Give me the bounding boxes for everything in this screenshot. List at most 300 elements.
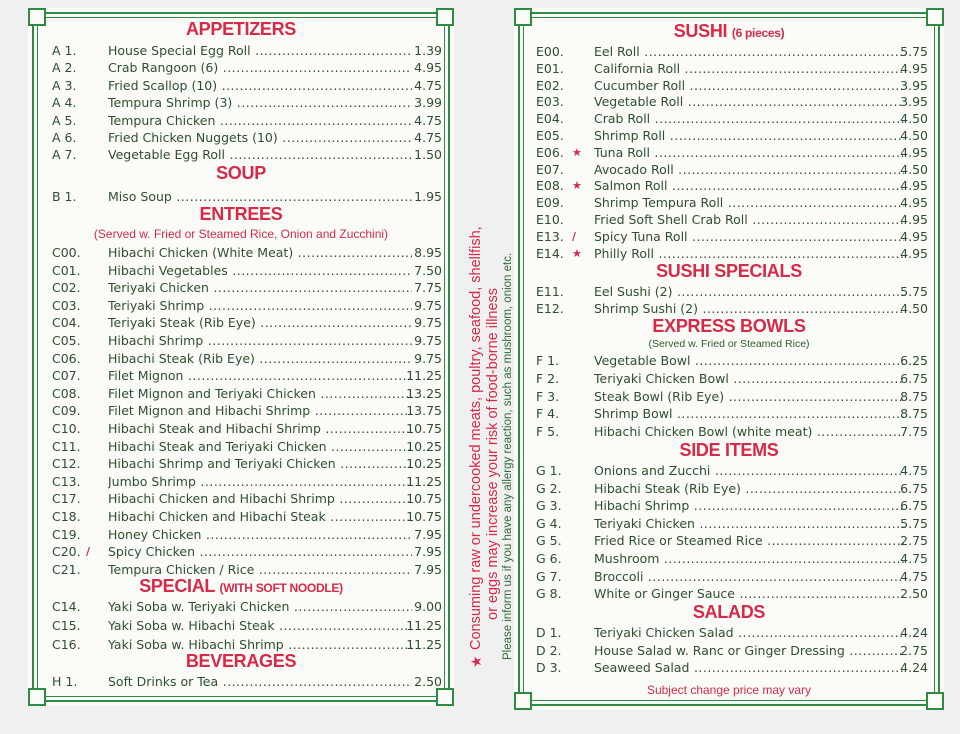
item-name-text: Hibachi Steak and Hibachi Shrimp bbox=[108, 421, 321, 436]
item-name bbox=[108, 350, 412, 367]
corner-ornament bbox=[28, 688, 46, 706]
menu-item-row bbox=[536, 568, 928, 585]
item-price: 4.75 bbox=[414, 112, 442, 128]
item-name bbox=[108, 402, 412, 419]
item-name-text: Yaki Soba w. Hibachi Shrimp bbox=[108, 637, 284, 652]
menu-item-row bbox=[536, 245, 928, 262]
menu-item-row bbox=[536, 388, 928, 405]
item-name bbox=[108, 59, 412, 76]
menu-item-row bbox=[536, 228, 928, 245]
item-price: 3.95 bbox=[900, 94, 928, 110]
item-name bbox=[594, 659, 904, 676]
entrees-subtitle: (Served w. Fried or Steamed Rice, Onion and Zucchini) bbox=[93, 227, 389, 241]
item-name-text: Mushroom bbox=[594, 551, 660, 566]
item-code: C01. bbox=[52, 262, 81, 278]
item-name-text: Teriyaki Chicken Salad bbox=[594, 625, 734, 640]
item-name bbox=[594, 550, 904, 567]
item-name-text: Tempura Chicken bbox=[108, 112, 216, 128]
item-name bbox=[108, 146, 412, 163]
menu-item-row bbox=[52, 244, 442, 261]
menu-item-row bbox=[536, 659, 928, 676]
item-name-text: Fried Rice or Steamed Rice bbox=[594, 533, 763, 549]
item-name-text: Broccoli bbox=[594, 568, 644, 584]
item-code: E00. bbox=[536, 44, 564, 59]
item-price: 2.75 bbox=[900, 642, 928, 658]
item-price: 1.39 bbox=[414, 43, 442, 58]
item-name-text: Vegetable Roll bbox=[594, 94, 684, 110]
item-price: 4.75 bbox=[414, 130, 442, 145]
menu-item-row bbox=[536, 642, 928, 659]
menu-item-row bbox=[52, 262, 442, 279]
left-menu-panel bbox=[28, 8, 454, 706]
menu-item-row bbox=[536, 127, 928, 144]
notice-star-icon: ★ bbox=[468, 655, 484, 668]
item-price: 7.95 bbox=[414, 544, 442, 560]
item-code: H 1. bbox=[52, 674, 78, 689]
item-name bbox=[594, 110, 904, 127]
item-code: A 6. bbox=[52, 130, 77, 145]
item-code: C11. bbox=[52, 438, 81, 454]
item-code: C12. bbox=[52, 456, 81, 472]
menu-item-row bbox=[52, 297, 442, 314]
item-price: 10.25 bbox=[406, 456, 442, 472]
menu-item-row bbox=[536, 60, 928, 77]
item-name bbox=[594, 423, 904, 440]
item-name bbox=[108, 42, 412, 59]
item-code: A 1. bbox=[52, 43, 77, 58]
item-code: E06. bbox=[536, 144, 564, 160]
item-name-text: Filet Mignon bbox=[108, 368, 184, 384]
item-name bbox=[108, 508, 412, 525]
item-name bbox=[594, 177, 904, 194]
item-name-text: Tempura Shrimp (3) bbox=[108, 95, 233, 111]
item-name-text: Teriyaki Chicken bbox=[108, 280, 209, 296]
item-name bbox=[108, 438, 412, 455]
item-price: 13.75 bbox=[406, 403, 442, 419]
menu-item-row bbox=[536, 161, 928, 178]
item-code: E08. bbox=[536, 178, 564, 194]
item-code: D 2. bbox=[536, 642, 562, 658]
item-code: F 1. bbox=[536, 353, 560, 368]
menu-item-row bbox=[536, 515, 928, 532]
menu-item-row bbox=[52, 332, 442, 349]
special-note: (WITH SOFT NOODLE) bbox=[219, 581, 343, 595]
item-name-text: Teriyaki Chicken bbox=[594, 515, 695, 531]
item-price: 7.75 bbox=[414, 280, 442, 296]
menu-item-row bbox=[52, 543, 442, 560]
item-price: 4.50 bbox=[900, 128, 928, 143]
item-price: 10.75 bbox=[406, 491, 442, 507]
menu-item-row bbox=[52, 129, 442, 146]
menu-item-row bbox=[536, 93, 928, 110]
appetizers-heading: APPETIZERS bbox=[185, 19, 297, 39]
item-name bbox=[108, 279, 412, 296]
sushi-note: (6 pieces) bbox=[731, 26, 785, 40]
item-name-text: Yaki Soba w. Teriyaki Chicken bbox=[108, 599, 290, 614]
menu-item-row bbox=[536, 43, 928, 60]
item-name bbox=[594, 497, 904, 514]
item-name bbox=[108, 314, 412, 331]
item-code: G 1. bbox=[536, 463, 562, 478]
item-price: 5.75 bbox=[900, 284, 928, 299]
item-code: F 2. bbox=[536, 370, 560, 386]
item-price: 8.95 bbox=[414, 245, 442, 260]
item-name bbox=[108, 188, 412, 205]
item-name-text: Shrimp Tempura Roll bbox=[594, 195, 724, 211]
hot-pepper-icon: ∕ bbox=[86, 545, 91, 559]
menu-item-row bbox=[52, 314, 442, 331]
menu-item-row bbox=[536, 405, 928, 422]
item-price: 4.24 bbox=[900, 660, 928, 676]
menu-item-row bbox=[52, 526, 442, 543]
item-price: 4.95 bbox=[414, 60, 442, 76]
item-code: C09. bbox=[52, 403, 81, 419]
item-code: E02. bbox=[536, 77, 564, 93]
item-name bbox=[108, 526, 412, 543]
item-name bbox=[594, 642, 904, 659]
item-code: A 7. bbox=[52, 147, 77, 163]
menu-item-row bbox=[536, 110, 928, 127]
item-name bbox=[594, 515, 904, 532]
item-name bbox=[594, 480, 904, 497]
item-name bbox=[594, 352, 904, 369]
item-price: 4.95 bbox=[900, 60, 928, 76]
right-menu-panel bbox=[514, 8, 944, 710]
beverages-heading: BEVERAGES bbox=[185, 651, 297, 671]
item-price: 11.25 bbox=[406, 473, 442, 489]
item-name-text: Tuna Roll bbox=[594, 144, 650, 160]
item-price: 2.50 bbox=[900, 586, 928, 602]
item-name-text: Steak Bowl (Rib Eye) bbox=[594, 388, 725, 404]
menu-item-row bbox=[52, 77, 442, 94]
item-name-text: Avocado Roll bbox=[594, 161, 674, 177]
item-name-text: Shrimp Roll bbox=[594, 128, 666, 143]
item-price: 7.95 bbox=[414, 526, 442, 542]
item-code: E03. bbox=[536, 94, 564, 110]
item-code: C02. bbox=[52, 280, 81, 296]
item-code: C00. bbox=[52, 245, 81, 260]
item-name bbox=[594, 245, 904, 262]
item-name bbox=[108, 112, 412, 129]
menu-item-row bbox=[536, 370, 928, 387]
item-code: G 2. bbox=[536, 480, 562, 496]
item-name bbox=[108, 420, 412, 437]
item-name-text: Soft Drinks or Tea bbox=[108, 674, 219, 689]
menu-item-row bbox=[536, 77, 928, 94]
menu-item-row bbox=[52, 42, 442, 59]
price-disclaimer: Subject change price may vary bbox=[646, 683, 812, 697]
item-price: 4.75 bbox=[900, 568, 928, 584]
item-name-text: Hibachi Chicken (White Meat) bbox=[108, 245, 294, 260]
item-name bbox=[108, 385, 412, 402]
item-name-text: Hibachi Chicken and Hibachi Steak bbox=[108, 509, 326, 524]
item-price: 9.75 bbox=[414, 350, 442, 366]
item-code: C19. bbox=[52, 526, 81, 542]
notice-line-3: Please inform us if you have any allergy reaction, such as mushroom, onion etc. bbox=[502, 252, 514, 660]
item-price: 7.75 bbox=[900, 424, 928, 440]
item-code: C05. bbox=[52, 333, 81, 348]
soup-heading: SOUP bbox=[216, 163, 266, 183]
item-name bbox=[108, 94, 412, 111]
menu-item-row bbox=[52, 438, 442, 455]
item-name-text: Fried Scallop (10) bbox=[108, 77, 218, 93]
item-name-text: Teriyaki Steak (Rib Eye) bbox=[108, 315, 256, 331]
item-name bbox=[108, 129, 412, 146]
item-price: 10.25 bbox=[406, 438, 442, 454]
item-name-text: Hibachi Steak (Rib Eye) bbox=[108, 350, 255, 366]
item-code: B 1. bbox=[52, 189, 77, 204]
item-name bbox=[594, 532, 904, 549]
side-items-heading: SIDE ITEMS bbox=[679, 440, 779, 460]
item-code: F 3. bbox=[536, 388, 560, 404]
item-code: F 4. bbox=[536, 406, 560, 422]
menu-item-row bbox=[536, 211, 928, 228]
corner-ornament bbox=[436, 688, 454, 706]
menu-item-row bbox=[52, 385, 442, 402]
item-name bbox=[594, 211, 904, 228]
item-code: G 6. bbox=[536, 551, 562, 566]
item-code: D 3. bbox=[536, 660, 562, 676]
special-title: SPECIAL bbox=[139, 576, 215, 596]
menu-item-row bbox=[52, 490, 442, 507]
item-name-text: Fried Soft Shell Crab Roll bbox=[594, 212, 748, 227]
item-price: 6.75 bbox=[900, 370, 928, 386]
item-price: 4.75 bbox=[414, 77, 442, 93]
menu-item-row bbox=[52, 350, 442, 367]
item-name bbox=[594, 60, 904, 77]
item-price: 4.95 bbox=[900, 178, 928, 194]
item-name-text: Crab Roll bbox=[594, 111, 651, 127]
item-name-text: Vegetable Egg Roll bbox=[108, 147, 225, 163]
menu-item-row bbox=[52, 279, 442, 296]
item-price: 8.75 bbox=[900, 388, 928, 404]
item-name-text: Vegetable Bowl bbox=[594, 353, 691, 368]
item-price: 6.75 bbox=[900, 480, 928, 496]
item-price: 4.95 bbox=[900, 245, 928, 261]
item-price: 9.75 bbox=[414, 315, 442, 331]
item-code: C08. bbox=[52, 385, 81, 401]
item-price: 4.75 bbox=[900, 463, 928, 478]
item-name-text: Hibachi Shrimp bbox=[108, 333, 204, 348]
item-name bbox=[594, 93, 904, 110]
express-bowls-heading: EXPRESS BOWLS bbox=[652, 316, 806, 336]
menu-item-row bbox=[536, 532, 928, 549]
menu-item-row bbox=[52, 420, 442, 437]
menu-item-row bbox=[536, 462, 928, 479]
item-name-text: House Salad w. Ranc or Ginger Dressing bbox=[594, 642, 845, 658]
item-name bbox=[594, 144, 904, 161]
item-code: D 1. bbox=[536, 625, 562, 640]
menu-item-row bbox=[52, 473, 442, 490]
item-name-text: Hibachi Vegetables bbox=[108, 262, 228, 278]
item-price: 5.75 bbox=[900, 44, 928, 59]
item-code: G 8. bbox=[536, 586, 562, 602]
menu-item-row bbox=[536, 352, 928, 369]
item-name-text: Eel Sushi (2) bbox=[594, 284, 673, 299]
entrees-heading: ENTREES bbox=[199, 204, 283, 224]
item-price: 4.95 bbox=[900, 212, 928, 227]
item-price: 9.00 bbox=[414, 599, 442, 614]
item-name-text: Miso Soup bbox=[108, 189, 172, 204]
item-code: A 2. bbox=[52, 60, 77, 76]
item-code: E04. bbox=[536, 111, 564, 127]
item-code: E14. bbox=[536, 245, 564, 261]
item-code: A 5. bbox=[52, 112, 77, 128]
star-icon: ★ bbox=[572, 145, 582, 159]
item-price: 1.50 bbox=[414, 147, 442, 163]
item-name-text: Jumbo Shrimp bbox=[108, 473, 196, 489]
item-price: 6.75 bbox=[900, 498, 928, 514]
item-name bbox=[108, 367, 412, 384]
item-code: C21. bbox=[52, 561, 81, 577]
item-name bbox=[594, 127, 904, 144]
item-name bbox=[594, 161, 904, 178]
item-name-text: Crab Rangoon (6) bbox=[108, 60, 219, 76]
item-code: E12. bbox=[536, 301, 564, 316]
item-name bbox=[108, 244, 412, 261]
menu-item-row bbox=[52, 94, 442, 111]
item-price: 9.75 bbox=[414, 333, 442, 348]
item-price: 3.95 bbox=[900, 77, 928, 93]
item-code: C20. bbox=[52, 544, 81, 560]
item-name-text: California Roll bbox=[594, 60, 681, 76]
item-name-text: Hibachi Chicken Bowl (white meat) bbox=[594, 424, 813, 440]
item-code: A 3. bbox=[52, 77, 77, 93]
item-name-text: House Special Egg Roll bbox=[108, 43, 251, 58]
item-code: E01. bbox=[536, 60, 564, 76]
sushi-specials-heading: SUSHI SPECIALS bbox=[656, 261, 802, 281]
item-price: 11.25 bbox=[406, 618, 442, 633]
item-code: A 4. bbox=[52, 95, 77, 111]
item-name-text: Philly Roll bbox=[594, 245, 654, 261]
menu-item-row bbox=[52, 598, 442, 615]
menu-item-row bbox=[52, 402, 442, 419]
item-price: 10.75 bbox=[406, 421, 442, 436]
item-name bbox=[594, 228, 904, 245]
item-name bbox=[594, 388, 904, 405]
item-price: 4.95 bbox=[900, 228, 928, 244]
sushi-title: SUSHI bbox=[673, 21, 728, 41]
item-code: C13. bbox=[52, 473, 81, 489]
menu-item-row bbox=[536, 423, 928, 440]
item-price: 2.50 bbox=[414, 674, 442, 689]
item-code: G 3. bbox=[536, 498, 562, 514]
item-code: C18. bbox=[52, 509, 81, 524]
item-code: G 7. bbox=[536, 568, 562, 584]
item-name bbox=[108, 297, 412, 314]
menu-item-row bbox=[536, 194, 928, 211]
item-name-text: Salmon Roll bbox=[594, 178, 668, 194]
item-name bbox=[594, 462, 904, 479]
item-code: C03. bbox=[52, 297, 81, 313]
item-name-text: Hibachi Shrimp bbox=[594, 498, 690, 514]
item-name-text: Hibachi Steak (Rib Eye) bbox=[594, 480, 741, 496]
item-name-text: Teriyaki Chicken Bowl bbox=[594, 370, 729, 386]
notice-line-2: or eggs may increase your risk of food-borne illness bbox=[485, 287, 501, 620]
menu-item-row bbox=[52, 617, 442, 634]
menu-item-row bbox=[536, 585, 928, 602]
item-price: 1.95 bbox=[414, 189, 442, 204]
item-name-text: Spicy Tuna Roll bbox=[594, 228, 688, 244]
item-name bbox=[108, 490, 412, 507]
item-price: 9.75 bbox=[414, 297, 442, 313]
item-price: 4.95 bbox=[900, 195, 928, 211]
item-name-text: Tempura Chicken / Rice bbox=[108, 561, 255, 577]
item-name bbox=[108, 455, 412, 472]
item-name bbox=[108, 543, 412, 560]
item-code: C15. bbox=[52, 618, 81, 633]
item-code: C04. bbox=[52, 315, 81, 331]
special-heading bbox=[28, 576, 454, 597]
item-name bbox=[594, 194, 904, 211]
item-price: 7.50 bbox=[414, 262, 442, 278]
item-code: G 4. bbox=[536, 515, 562, 531]
item-name bbox=[108, 473, 412, 490]
item-price: 4.95 bbox=[900, 144, 928, 160]
item-name bbox=[594, 585, 904, 602]
item-name-text: Fried Chicken Nuggets (10) bbox=[108, 130, 278, 145]
item-price: 8.75 bbox=[900, 406, 928, 422]
item-name-text: Onions and Zucchi bbox=[594, 463, 711, 478]
item-name bbox=[594, 568, 904, 585]
menu-item-row bbox=[52, 455, 442, 472]
star-icon: ★ bbox=[572, 179, 582, 193]
item-name bbox=[108, 332, 412, 349]
item-name bbox=[594, 77, 904, 94]
item-code: E11. bbox=[536, 284, 564, 299]
sushi-heading bbox=[514, 21, 944, 42]
item-code: C06. bbox=[52, 350, 81, 366]
item-name bbox=[108, 617, 412, 634]
item-code: C10. bbox=[52, 421, 81, 436]
item-price: 4.75 bbox=[900, 551, 928, 566]
menu-item-row bbox=[536, 283, 928, 300]
menu-item-row bbox=[536, 624, 928, 641]
item-price: 7.95 bbox=[414, 561, 442, 577]
item-name-text: Yaki Soba w. Hibachi Steak bbox=[108, 618, 275, 633]
express-bowls-subtitle: (Served w. Fried or Steamed Rice) bbox=[648, 338, 810, 350]
item-name bbox=[108, 262, 412, 279]
item-code: E13. bbox=[536, 228, 564, 244]
menu-item-row bbox=[52, 112, 442, 129]
menu-item-row bbox=[52, 146, 442, 163]
item-price: 4.50 bbox=[900, 301, 928, 316]
item-name-text: Eel Roll bbox=[594, 44, 640, 59]
item-name bbox=[594, 283, 904, 300]
item-code: C14. bbox=[52, 599, 81, 614]
item-name-text: White or Ginger Sauce bbox=[594, 586, 735, 602]
menu-item-row bbox=[536, 550, 928, 567]
item-code: E07. bbox=[536, 161, 564, 177]
item-name-text: Shrimp Sushi (2) bbox=[594, 301, 698, 316]
menu-item-row bbox=[536, 144, 928, 161]
item-name-text: Seaweed Salad bbox=[594, 660, 690, 676]
item-price: 2.75 bbox=[900, 533, 928, 549]
salads-heading: SALADS bbox=[692, 602, 766, 622]
item-price: 5.75 bbox=[900, 515, 928, 531]
item-price: 10.75 bbox=[406, 509, 442, 524]
menu-item-row bbox=[536, 300, 928, 317]
item-name bbox=[108, 77, 412, 94]
item-code: F 5. bbox=[536, 424, 560, 440]
hot-pepper-icon: ∕ bbox=[572, 229, 577, 243]
notice-line-1: Consuming raw or undercooked meats, poultry, seafood, shellfish, bbox=[468, 226, 484, 650]
item-price: 11.25 bbox=[406, 637, 442, 652]
item-code: E09. bbox=[536, 195, 564, 211]
item-price: 3.99 bbox=[414, 95, 442, 111]
item-name-text: Shrimp Bowl bbox=[594, 406, 673, 422]
menu-item-row bbox=[536, 480, 928, 497]
